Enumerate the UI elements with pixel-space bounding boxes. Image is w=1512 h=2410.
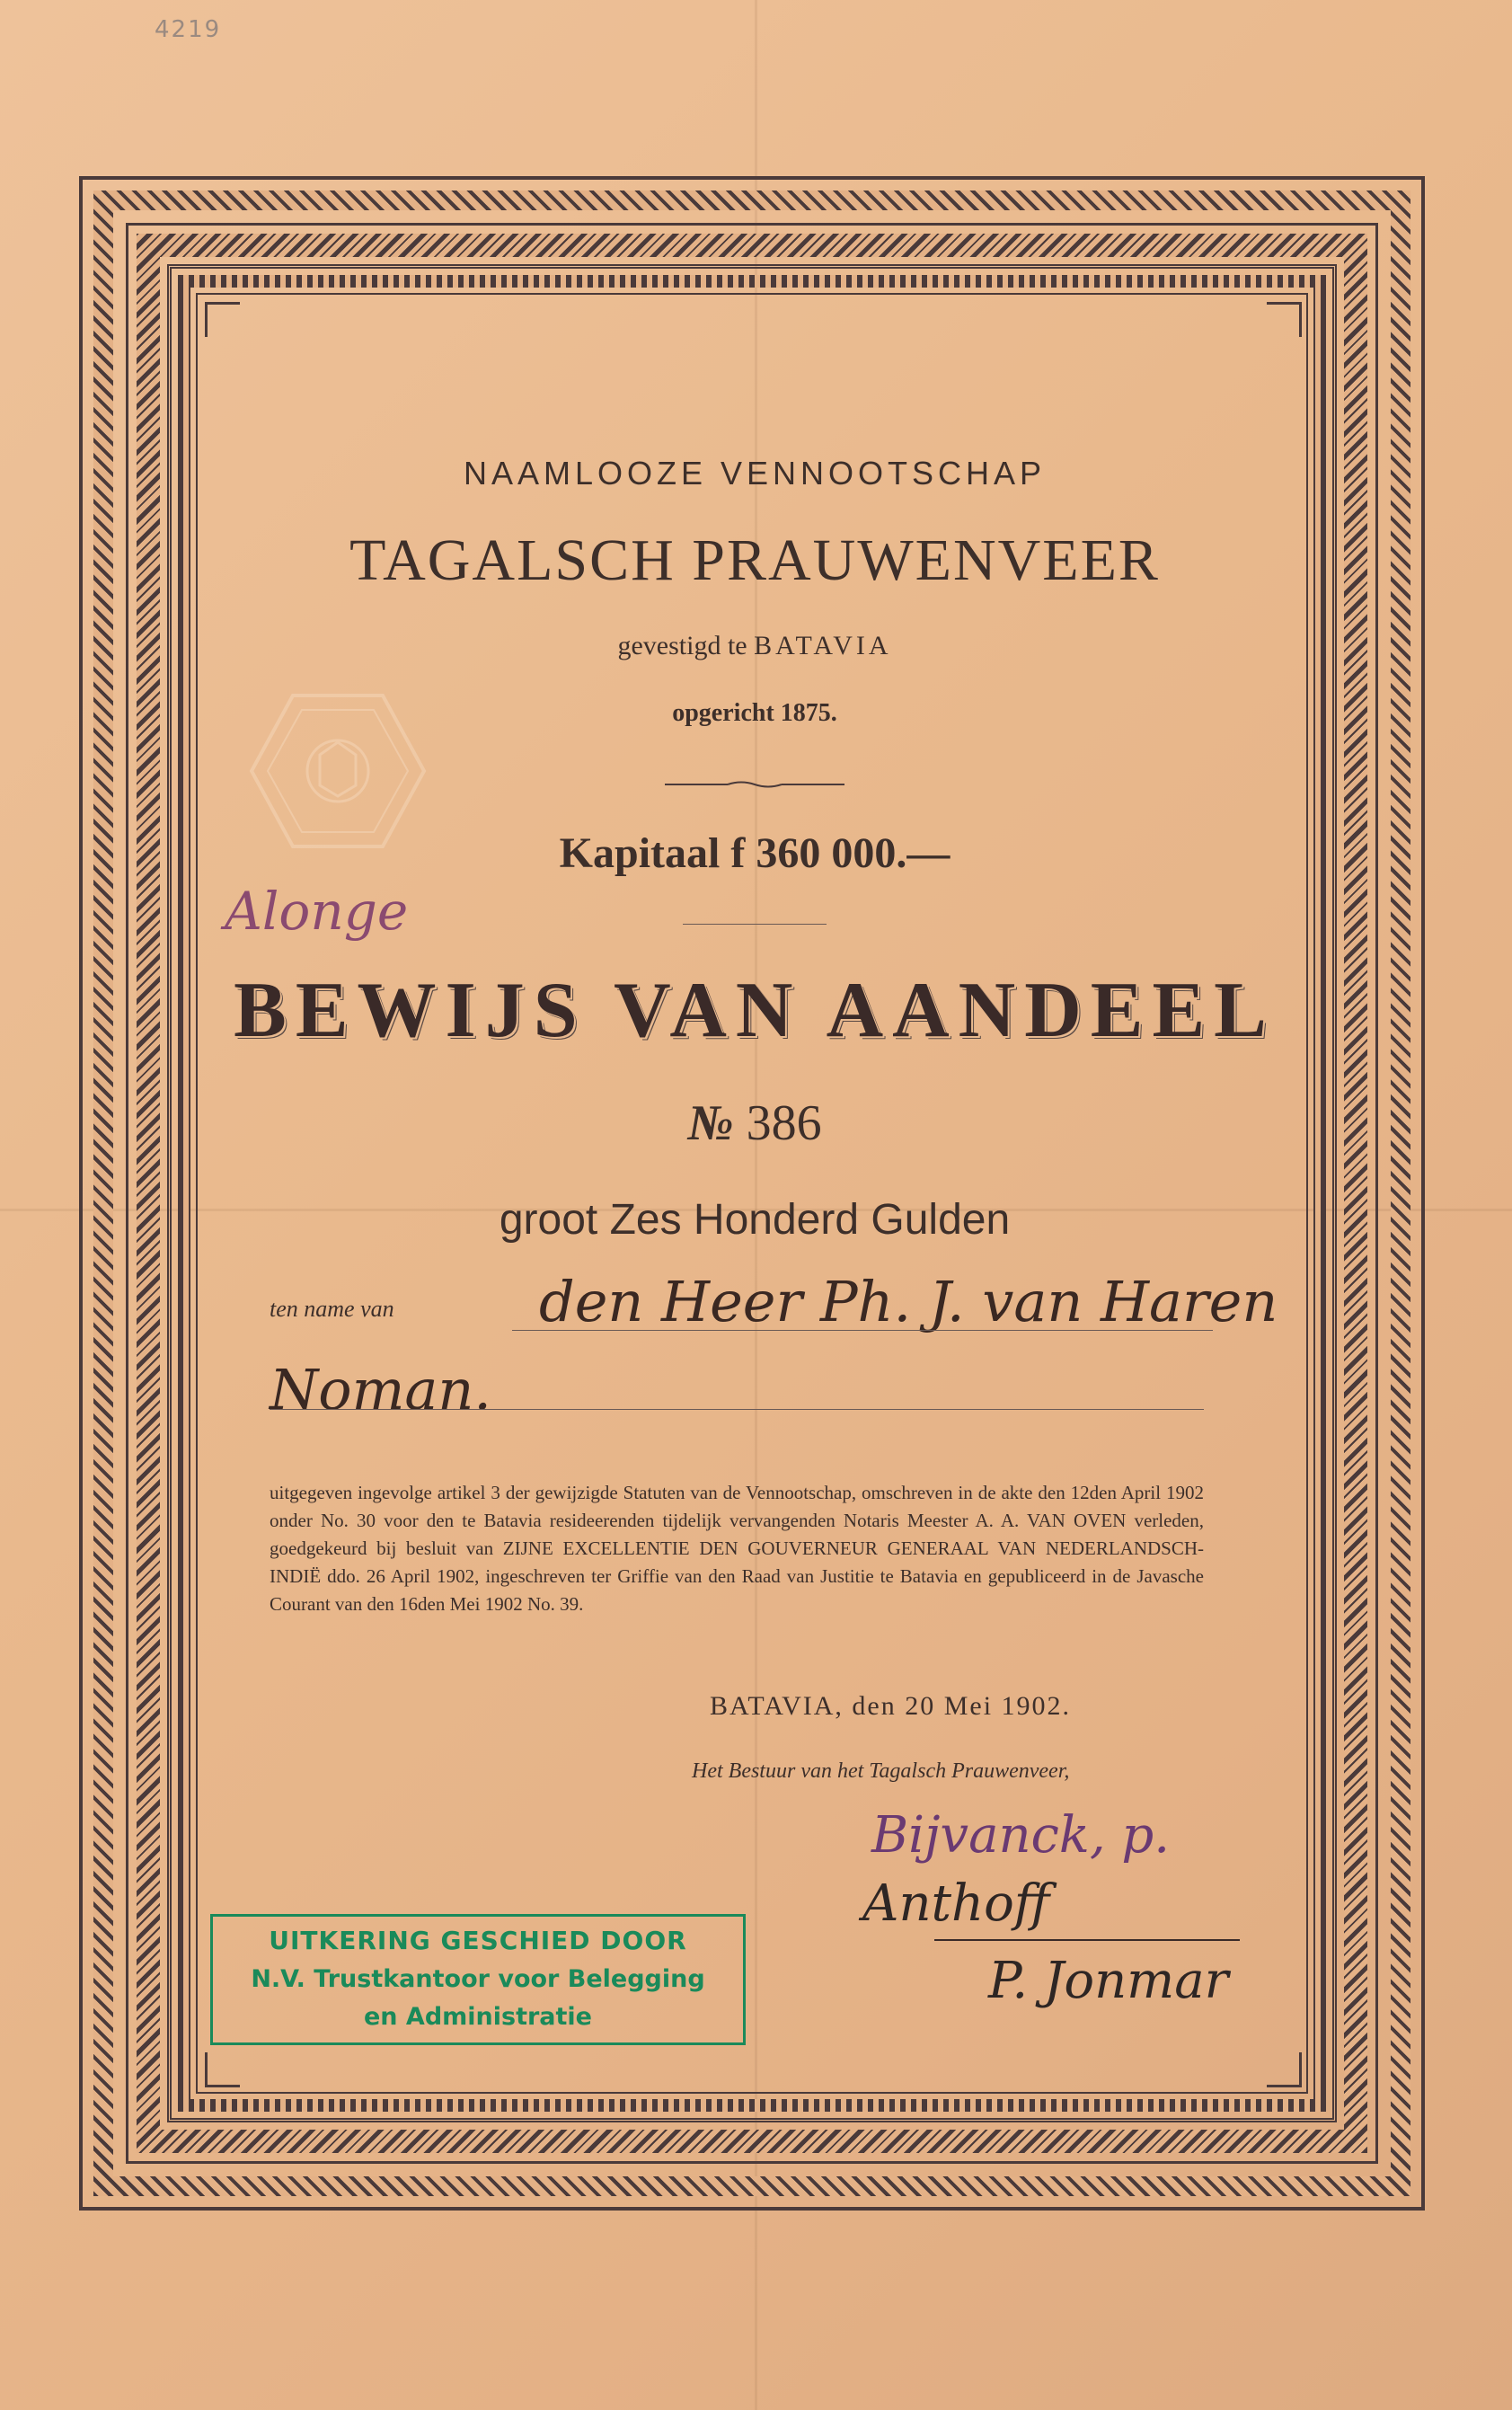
holder-label: ten name van xyxy=(270,1296,394,1322)
holder-name-handwritten: den Heer Ph. J. van Haren xyxy=(539,1269,1278,1334)
denomination: groot Zes Honderd Gulden xyxy=(499,1196,1011,1244)
company-form: NAAMLOOZE VENNOOTSCHAP xyxy=(463,455,1047,492)
board-line: Het Bestuur van het Tagalsch Prauwenveer, xyxy=(692,1759,1070,1783)
pencil-catalog-number: 4219 xyxy=(155,16,222,43)
corner-flourish-bottom-left xyxy=(205,2052,240,2087)
company-seat xyxy=(207,631,1303,661)
corner-flourish-top-right xyxy=(1267,302,1302,337)
signature-2: Anthoff xyxy=(862,1874,1050,1933)
holder-line-1 xyxy=(512,1330,1213,1331)
founded-year: opgericht 1875. xyxy=(672,699,837,727)
place-and-date: BATAVIA, den 20 Mei 1902. xyxy=(710,1691,1072,1721)
capital-amount: Kapitaal f 360 000.— xyxy=(559,829,951,877)
share-number xyxy=(207,1094,1303,1152)
stamp-line-3: en Administratie xyxy=(363,2003,592,2031)
stamp-line-2: N.V. Trustkantoor voor Belegging xyxy=(251,1965,705,1993)
stamp-line-1: UITKERING GESCHIED DOOR xyxy=(269,1926,687,1955)
share-number-value: 386 xyxy=(746,1095,822,1151)
seat-prefix: gevestigd te xyxy=(617,631,747,660)
signature-underline xyxy=(934,1939,1240,1941)
holder-line-2 xyxy=(270,1409,1204,1410)
certificate-title: BEWIJS VAN AANDEEL xyxy=(234,967,1276,1054)
alonge-handwritten-note: Alonge xyxy=(225,881,409,942)
legal-body-text: uitgegeven ingevolge artikel 3 der gewijzigde Statuten van de Vennootschap, omschreven in de akte den 12den April 1902 onder No. 30 voor den te Batavia resideerenden tijdelijk vervangenden Notaris Meester A. A. VAN OVEN verleden, goedgekeurd bij besluit van ZIJNE EXCELLENTIE DEN GOUVERNEUR GENERAAL VAN NEDERLANDSCH-INDIË ddo. 26 April 1902, ingeschreven ter Griffie van den Raad van Justitie te Batavia en gepubliceerd in de Javasche Courant van den 16den Mei 1902 No. 39. xyxy=(270,1482,1204,1615)
corner-flourish-bottom-right xyxy=(1267,2052,1302,2087)
holder-name-continued: Noman. xyxy=(270,1357,491,1422)
signature-1: Bijvanck, p. xyxy=(871,1806,1171,1865)
divider-line xyxy=(683,924,827,925)
ornament-divider-icon xyxy=(665,780,844,789)
corner-flourish-top-left xyxy=(205,302,240,337)
seat-city: BATAVIA xyxy=(754,631,892,660)
number-sign: № xyxy=(687,1095,734,1151)
payment-agent-stamp xyxy=(210,1914,746,2045)
company-name: TAGALSCH PRAUWENVEER xyxy=(349,527,1160,593)
signature-3: P. Jonmar xyxy=(988,1952,1229,2010)
